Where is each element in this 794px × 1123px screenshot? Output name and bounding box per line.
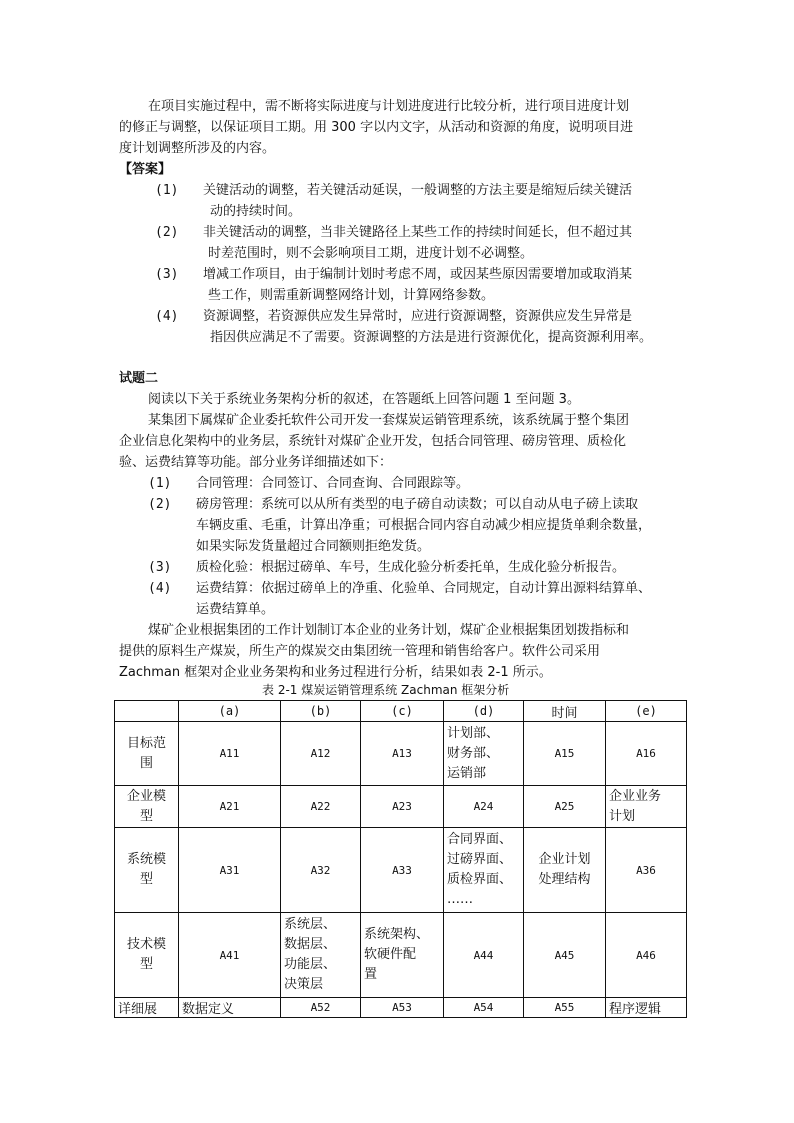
table-row [115, 786, 687, 828]
table-cell: A11 [179, 722, 281, 786]
table-row [115, 913, 687, 998]
cell-line: 企业计划 [538, 852, 591, 867]
row-label-line: 围 [139, 755, 153, 771]
cell-line: 运销部 [447, 765, 487, 781]
table-cell [444, 828, 524, 913]
question2-para1-line-3: 验、运费结算等功能。部分业务详细描述如下： [119, 455, 393, 470]
q2-item-1-line-1: 合同管理：合同签订、合同查询、合同跟踪等。 [196, 476, 470, 491]
cell-line: 系统架构、 [364, 927, 430, 942]
header-cell-corner [115, 701, 179, 722]
table-cell [281, 913, 361, 998]
table-header-row [115, 701, 687, 722]
table-cell: A15 [524, 722, 606, 786]
header-cell-b: (b) [281, 701, 361, 722]
cell-line: 合同界面、 [447, 832, 513, 847]
row-label-system-model [115, 828, 179, 913]
q2-item-3-line-1: 质检化验：根据过磅单、车号，生成化验分析委托单，生成化验分析报告。 [196, 560, 626, 575]
intro-line-3: 度计划调整所涉及的内容。 [119, 141, 276, 156]
cell-line: 计划 [609, 808, 636, 824]
answer-heading: 【答案】 [119, 162, 172, 177]
answer-item-1-line-1: 关键活动的调整，若关键活动延误，一般调整的方法主要是缩短后续关键活 [203, 183, 633, 198]
table-cell: A24 [444, 786, 524, 828]
cell-line: 功能层、 [284, 957, 337, 972]
row-label-line: 企业模 [126, 788, 166, 804]
answer-item-4-line-1: 资源调整，若资源供应发生异常时，应进行资源调整，资源供应发生异常是 [203, 309, 633, 324]
answer-item-1-num: (1) [155, 183, 179, 198]
row-label-enterprise-model [115, 786, 179, 828]
table-cell: A45 [524, 913, 606, 998]
question2-para2-line-1: 煤矿企业根据集团的工作计划制订本企业的业务计划，煤矿企业根据集团划拨指标和 [148, 623, 630, 638]
table-cell: A16 [606, 722, 687, 786]
table-cell: A55 [524, 998, 606, 1018]
table-cell: A44 [444, 913, 524, 998]
table-cell: A23 [361, 786, 444, 828]
q2-item-4-line-2: 运费结算单。 [196, 602, 275, 617]
zachman-table [114, 700, 687, 1018]
header-cell-d: (d) [444, 701, 524, 722]
table-cell: A21 [179, 786, 281, 828]
cell-line: 过磅界面、 [447, 852, 513, 867]
question2-para2-line-3: Zachman 框架对企业业务架构和业务过程进行分析，结果如表 2-1 所示。 [119, 665, 552, 680]
row-label-line: 型 [139, 808, 153, 824]
cell-line: 数据层、 [284, 937, 337, 952]
q2-item-2-line-1: 磅房管理：系统可以从所有类型的电子磅自动读数；可以自动从电子磅上读取 [196, 497, 639, 512]
row-label-line: 目标范 [126, 735, 166, 751]
table-cell: A31 [179, 828, 281, 913]
q2-item-4-num: (4) [148, 581, 172, 596]
table-row [115, 828, 687, 913]
question2-para1-line-2: 企业信息化架构中的业务层，系统针对煤矿企业开发，包括合同管理、磅房管理、质检化 [119, 434, 627, 449]
question2-title: 试题二 [119, 371, 159, 386]
table-cell: A53 [361, 998, 444, 1018]
header-cell-c: (c) [361, 701, 444, 722]
table-cell: A33 [361, 828, 444, 913]
question2-intro: 阅读以下关于系统业务架构分析的叙述，在答题纸上回答问题 1 至问题 3。 [148, 392, 580, 407]
table-row [115, 722, 687, 786]
answer-item-3-line-1: 增减工作项目，由于编制计划时考虑不周，或因某些原因需要增加或取消某 [203, 267, 633, 282]
row-label-line: 系统模 [126, 852, 166, 867]
q2-item-4-line-1: 运费结算：依据过磅单上的净重、化验单、合同规定，自动计算出源料结算单、 [196, 581, 652, 596]
answer-item-3-num: (3) [155, 267, 179, 282]
cell-line: 计划部、 [447, 725, 500, 741]
table-caption: 表 2-1 煤炭运销管理系统 Zachman 框架分析 [262, 683, 510, 697]
row-label-technical-model [115, 913, 179, 998]
q2-item-2-line-2: 车辆皮重、毛重，计算出净重；可根据合同内容自动减少相应提货单剩余数量， [196, 518, 652, 533]
table-cell [606, 786, 687, 828]
table-cell: A54 [444, 998, 524, 1018]
q2-item-2-num: (2) [148, 497, 172, 512]
row-label-target-scope [115, 722, 179, 786]
answer-item-4-line-2: 指因供应满足不了需要。资源调整的方法是进行资源优化，提高资源利用率。 [210, 330, 653, 345]
question2-para1-line-1: 某集团下属煤矿企业委托软件公司开发一套煤炭运销管理系统，该系统属于整个集团 [148, 413, 630, 428]
table-cell: A32 [281, 828, 361, 913]
intro-line-1: 在项目实施过程中，需不断将实际进度与计划进度进行比较分析，进行项目进度计划 [148, 99, 630, 114]
cell-line: 企业业务 [609, 788, 662, 804]
table-cell: 数据定义 [179, 998, 281, 1018]
table-cell [524, 828, 606, 913]
cell-line: 财务部、 [447, 745, 500, 761]
header-cell-time: 时间 [524, 701, 606, 722]
cell-line: 质检界面、 [447, 872, 513, 887]
table-row [115, 998, 687, 1018]
table-cell [361, 913, 444, 998]
row-label-line: 型 [139, 872, 153, 887]
table-cell: A46 [606, 913, 687, 998]
table-cell: A22 [281, 786, 361, 828]
row-label-detail: 详细展 [115, 998, 179, 1018]
row-label-line: 技术模 [126, 937, 166, 952]
answer-item-1-line-2: 动的持续时间。 [210, 204, 302, 219]
intro-line-2: 的修正与调整，以保证项目工期。用 300 字以内文字，从活动和资源的角度，说明项目进 [119, 120, 634, 135]
q2-item-2-line-3: 如果实际发货量超过合同额则拒绝发货。 [196, 539, 431, 554]
table-cell: A25 [524, 786, 606, 828]
q2-item-3-num: (3) [148, 560, 172, 575]
table-cell: A41 [179, 913, 281, 998]
answer-item-2-line-1: 非关键活动的调整，当非关键路径上某些工作的持续时间延长，但不超过其 [203, 225, 633, 240]
answer-item-3-line-2: 些工作，则需重新调整网络计划，计算网络参数。 [208, 288, 495, 303]
cell-line: 置 [364, 967, 378, 982]
table-cell: A13 [361, 722, 444, 786]
question2-para2-line-2: 提供的原料生产煤炭，所生产的煤炭交由集团统一管理和销售给客户。软件公司采用 [119, 644, 601, 659]
q2-item-1-num: (1) [148, 476, 172, 491]
answer-item-2-num: (2) [155, 225, 179, 240]
cell-line: 系统层、 [284, 917, 337, 932]
table-cell: A52 [281, 998, 361, 1018]
header-cell-e: (e) [606, 701, 687, 722]
table-cell [444, 722, 524, 786]
answer-item-2-line-2: 时差范围时，则不会影响项目工期，进度计划不必调整。 [208, 246, 534, 261]
cell-line: 软硬件配 [364, 947, 417, 962]
header-cell-a: (a) [179, 701, 281, 722]
cell-line: …… [447, 892, 473, 907]
row-label-line: 型 [139, 957, 153, 972]
table-cell: A12 [281, 722, 361, 786]
table-cell: 程序逻辑 [606, 998, 687, 1018]
answer-item-4-num: (4) [155, 309, 179, 324]
cell-line: 决策层 [284, 977, 324, 992]
cell-line: 处理结构 [538, 872, 591, 887]
table-cell: A36 [606, 828, 687, 913]
